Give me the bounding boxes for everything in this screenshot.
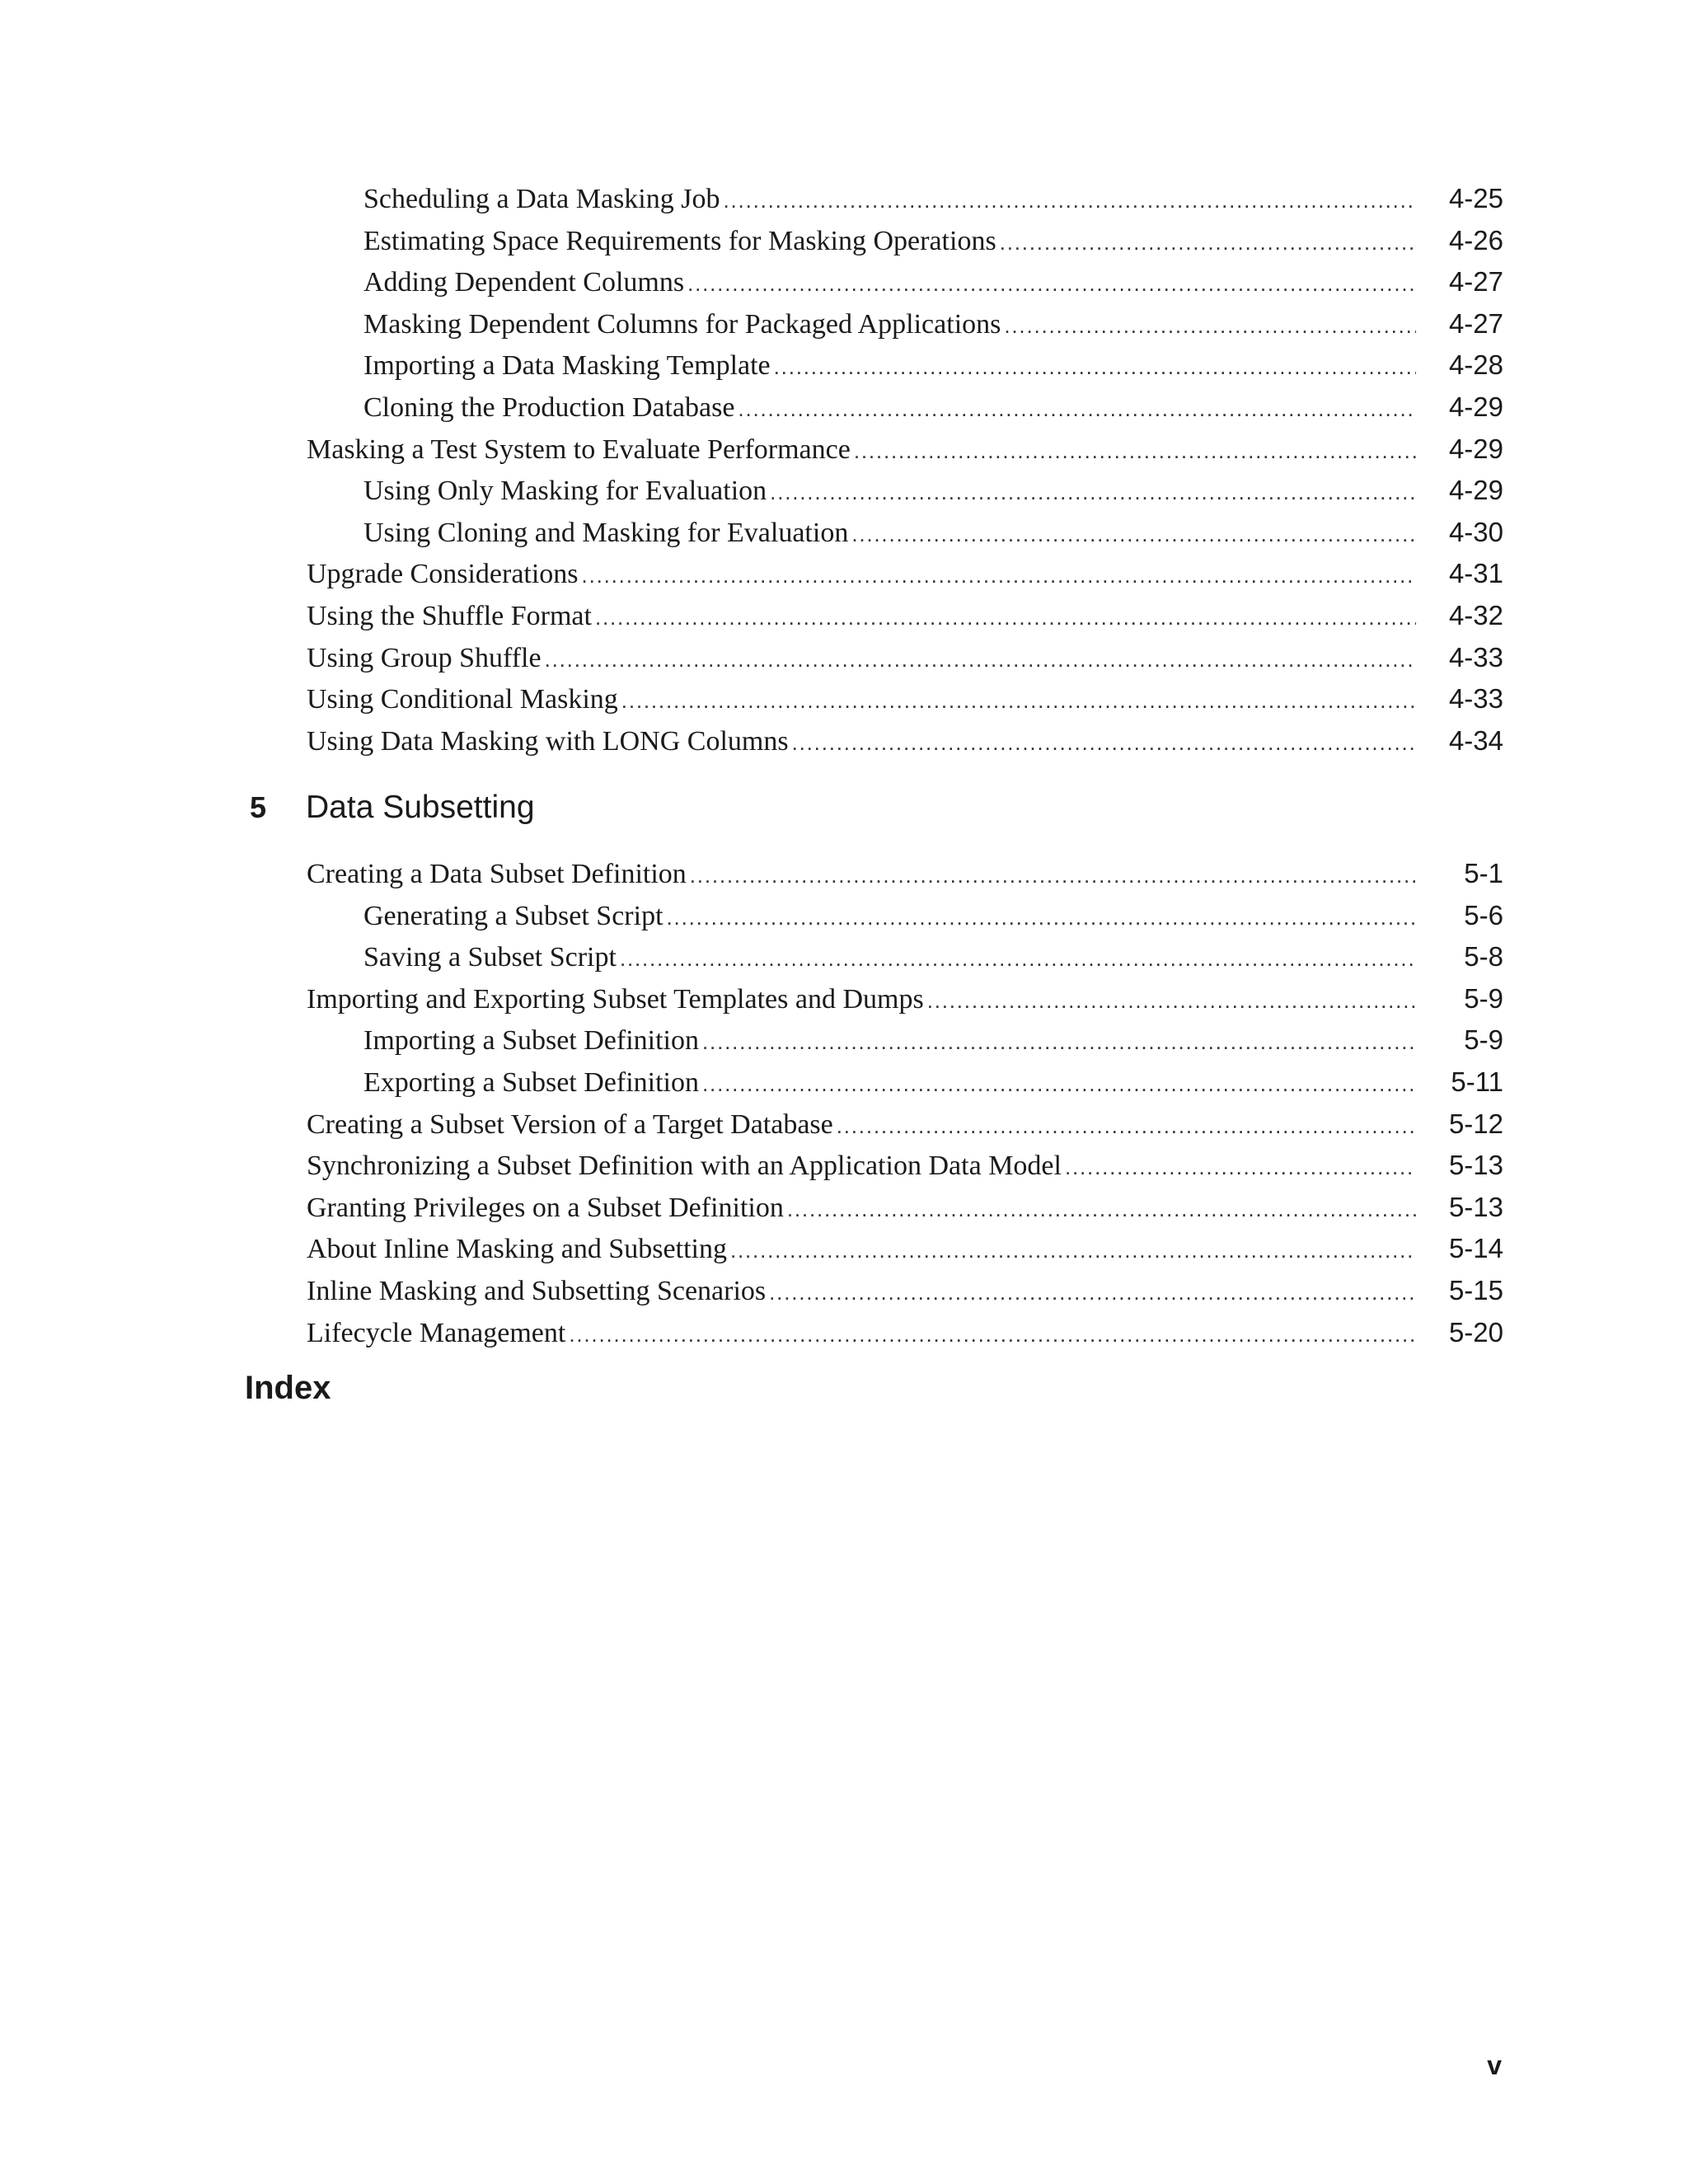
toc-entry[interactable] [0,429,1688,471]
toc-entry-title[interactable]: Importing a Data Masking Template [363,350,771,382]
toc-entry-page-number[interactable]: 5-20 [1448,1316,1503,1347]
toc-dot-leader [545,639,1416,681]
toc-entry-page-number[interactable]: 4-27 [1448,266,1503,298]
toc-entry-title[interactable]: Inline Masking and Subsetting Scenarios [307,1275,767,1306]
toc-entry[interactable] [0,178,1688,220]
toc-entry-page-number[interactable]: 4-29 [1448,475,1503,506]
toc-entry-title[interactable]: Creating a Subset Version of a Target Database [307,1108,833,1140]
toc-entry[interactable] [0,261,1688,303]
toc-entry[interactable] [0,1187,1688,1229]
toc-dot-leader [837,1105,1416,1147]
toc-dot-leader [667,897,1416,939]
toc-entry[interactable] [0,512,1688,554]
toc-entry-title[interactable]: Exporting a Subset Definition [363,1066,700,1098]
toc-entry-page-number[interactable]: 5-14 [1448,1233,1503,1264]
toc-entry-title[interactable]: Using Only Masking for Evaluation [363,476,767,507]
toc-entry-title[interactable]: Using Data Masking with LONG Columns [307,725,789,757]
toc-entry-page-number[interactable]: 4-28 [1448,349,1503,381]
toc-entry-title[interactable]: Granting Privileges on a Subset Definition [307,1192,784,1223]
toc-entry-page-number[interactable]: 5-13 [1448,1150,1503,1181]
toc-dot-leader [738,388,1416,430]
toc-dot-leader [787,1188,1416,1230]
chapter-number: 5 [250,790,267,824]
toc-dot-leader [582,555,1416,597]
toc-entry-title[interactable]: Generating a Subset Script [363,900,663,931]
toc-entry-page-number[interactable]: 4-29 [1448,391,1503,422]
toc-entry[interactable] [0,1019,1688,1062]
toc-entry[interactable] [0,1312,1688,1354]
toc-entry-page-number[interactable]: 5-13 [1448,1191,1503,1222]
toc-entry[interactable] [0,220,1688,262]
toc-entry-page-number[interactable]: 4-29 [1448,433,1503,464]
toc-entry-title[interactable]: Using Conditional Masking [307,684,618,715]
toc-entry[interactable] [0,1104,1688,1146]
chapter-heading [250,790,535,839]
toc-dot-leader [927,980,1416,1022]
toc-entry[interactable] [0,853,1688,895]
toc-entry[interactable] [0,470,1688,512]
toc-dot-leader [595,597,1416,639]
toc-dot-leader [569,1314,1416,1356]
toc-entry-page-number[interactable]: 4-31 [1448,558,1503,589]
toc-dot-leader [774,346,1416,388]
toc-entry[interactable] [0,637,1688,679]
toc-entry-title[interactable]: Creating a Data Subset Definition [307,859,687,889]
toc-entry-title[interactable]: Synchronizing a Subset Definition with an Application Data Model [307,1151,1062,1182]
toc-entry[interactable] [0,387,1688,429]
toc-dot-leader [1004,305,1416,347]
toc-dot-leader [702,1063,1416,1105]
toc-dot-leader [1000,222,1416,264]
toc-entry-page-number[interactable]: 5-1 [1464,858,1503,888]
toc-list-chapter-4-continued [0,178,1688,762]
toc-entry-page-number[interactable]: 5-15 [1448,1274,1503,1305]
toc-entry-title[interactable]: Upgrade Considerations [307,559,579,590]
toc-entry-page-number[interactable]: 5-11 [1451,1066,1503,1097]
toc-entry-page-number[interactable]: 4-34 [1448,724,1503,756]
toc-entry-title[interactable]: Masking a Test System to Evaluate Performance [307,434,851,465]
toc-entry-page-number[interactable]: 5-9 [1464,982,1503,1014]
page-number: v [1487,2050,1502,2080]
toc-entry-page-number[interactable]: 5-8 [1464,941,1503,972]
toc-entry-title[interactable]: Importing and Exporting Subset Templates and Dumps [307,983,924,1015]
toc-entry-page-number[interactable]: 5-6 [1464,899,1503,930]
toc-entry-title[interactable]: Using Cloning and Masking for Evaluation [363,517,849,548]
toc-entry-page-number[interactable]: 5-12 [1448,1108,1503,1139]
toc-entry-page-number[interactable]: 4-25 [1448,183,1503,213]
toc-dot-leader [1065,1146,1416,1188]
toc-entry[interactable] [0,720,1688,762]
toc-entry-title[interactable]: About Inline Masking and Subsetting [307,1234,727,1265]
toc-entry[interactable] [0,895,1688,937]
toc-entry[interactable] [0,978,1688,1020]
toc-entry-page-number[interactable]: 4-33 [1448,641,1503,673]
toc-entry[interactable] [0,1228,1688,1270]
toc-dot-leader [690,855,1416,897]
toc-entry-title[interactable]: Estimating Space Requirements for Masking Operations [363,225,996,256]
toc-dot-leader [792,722,1416,764]
toc-dot-leader [769,1272,1416,1314]
toc-entry-title[interactable]: Using Group Shuffle [307,642,542,673]
index-heading[interactable]: Index [245,1370,331,1406]
toc-dot-leader [851,513,1416,555]
toc-entry[interactable] [0,595,1688,637]
toc-dot-leader [854,430,1416,472]
toc-entry-title[interactable]: Saving a Subset Script [363,942,617,973]
toc-entry-title[interactable]: Cloning the Production Database [363,391,735,423]
toc-entry[interactable] [0,1270,1688,1312]
toc-entry-title[interactable]: Using the Shuffle Format [307,600,592,631]
toc-entry-page-number[interactable]: 4-26 [1448,224,1503,255]
toc-entry-title[interactable]: Masking Dependent Columns for Packaged Applications [363,308,1001,340]
toc-dot-leader [621,680,1416,722]
toc-dot-leader [770,471,1416,513]
toc-entry-page-number[interactable]: 4-32 [1448,599,1503,630]
chapter-title: Data Subsetting [306,790,535,825]
toc-entry-page-number[interactable]: 5-9 [1464,1024,1503,1056]
toc-entry[interactable] [0,553,1688,595]
toc-entry[interactable] [0,303,1688,345]
toc-entry-title[interactable]: Scheduling a Data Masking Job [363,184,720,214]
toc-entry[interactable] [0,936,1688,978]
toc-entry-page-number[interactable]: 4-27 [1448,307,1503,339]
toc-list-chapter-5 [0,853,1688,1353]
toc-entry-title[interactable]: Importing a Subset Definition [363,1025,700,1057]
toc-dot-leader [687,263,1416,305]
toc-entry-page-number[interactable]: 4-30 [1448,516,1503,547]
toc-entry-page-number[interactable]: 4-33 [1448,683,1503,715]
toc-entry-title[interactable]: Lifecycle Management [307,1317,566,1348]
toc-entry[interactable] [0,1145,1688,1187]
toc-dot-leader [620,938,1416,980]
toc-dot-leader [730,1230,1416,1272]
toc-entry[interactable] [0,1062,1688,1104]
toc-entry[interactable] [0,678,1688,720]
toc-entry[interactable] [0,344,1688,387]
toc-entry-title[interactable]: Adding Dependent Columns [363,267,685,298]
toc-dot-leader [724,180,1417,222]
toc-dot-leader [702,1021,1416,1063]
